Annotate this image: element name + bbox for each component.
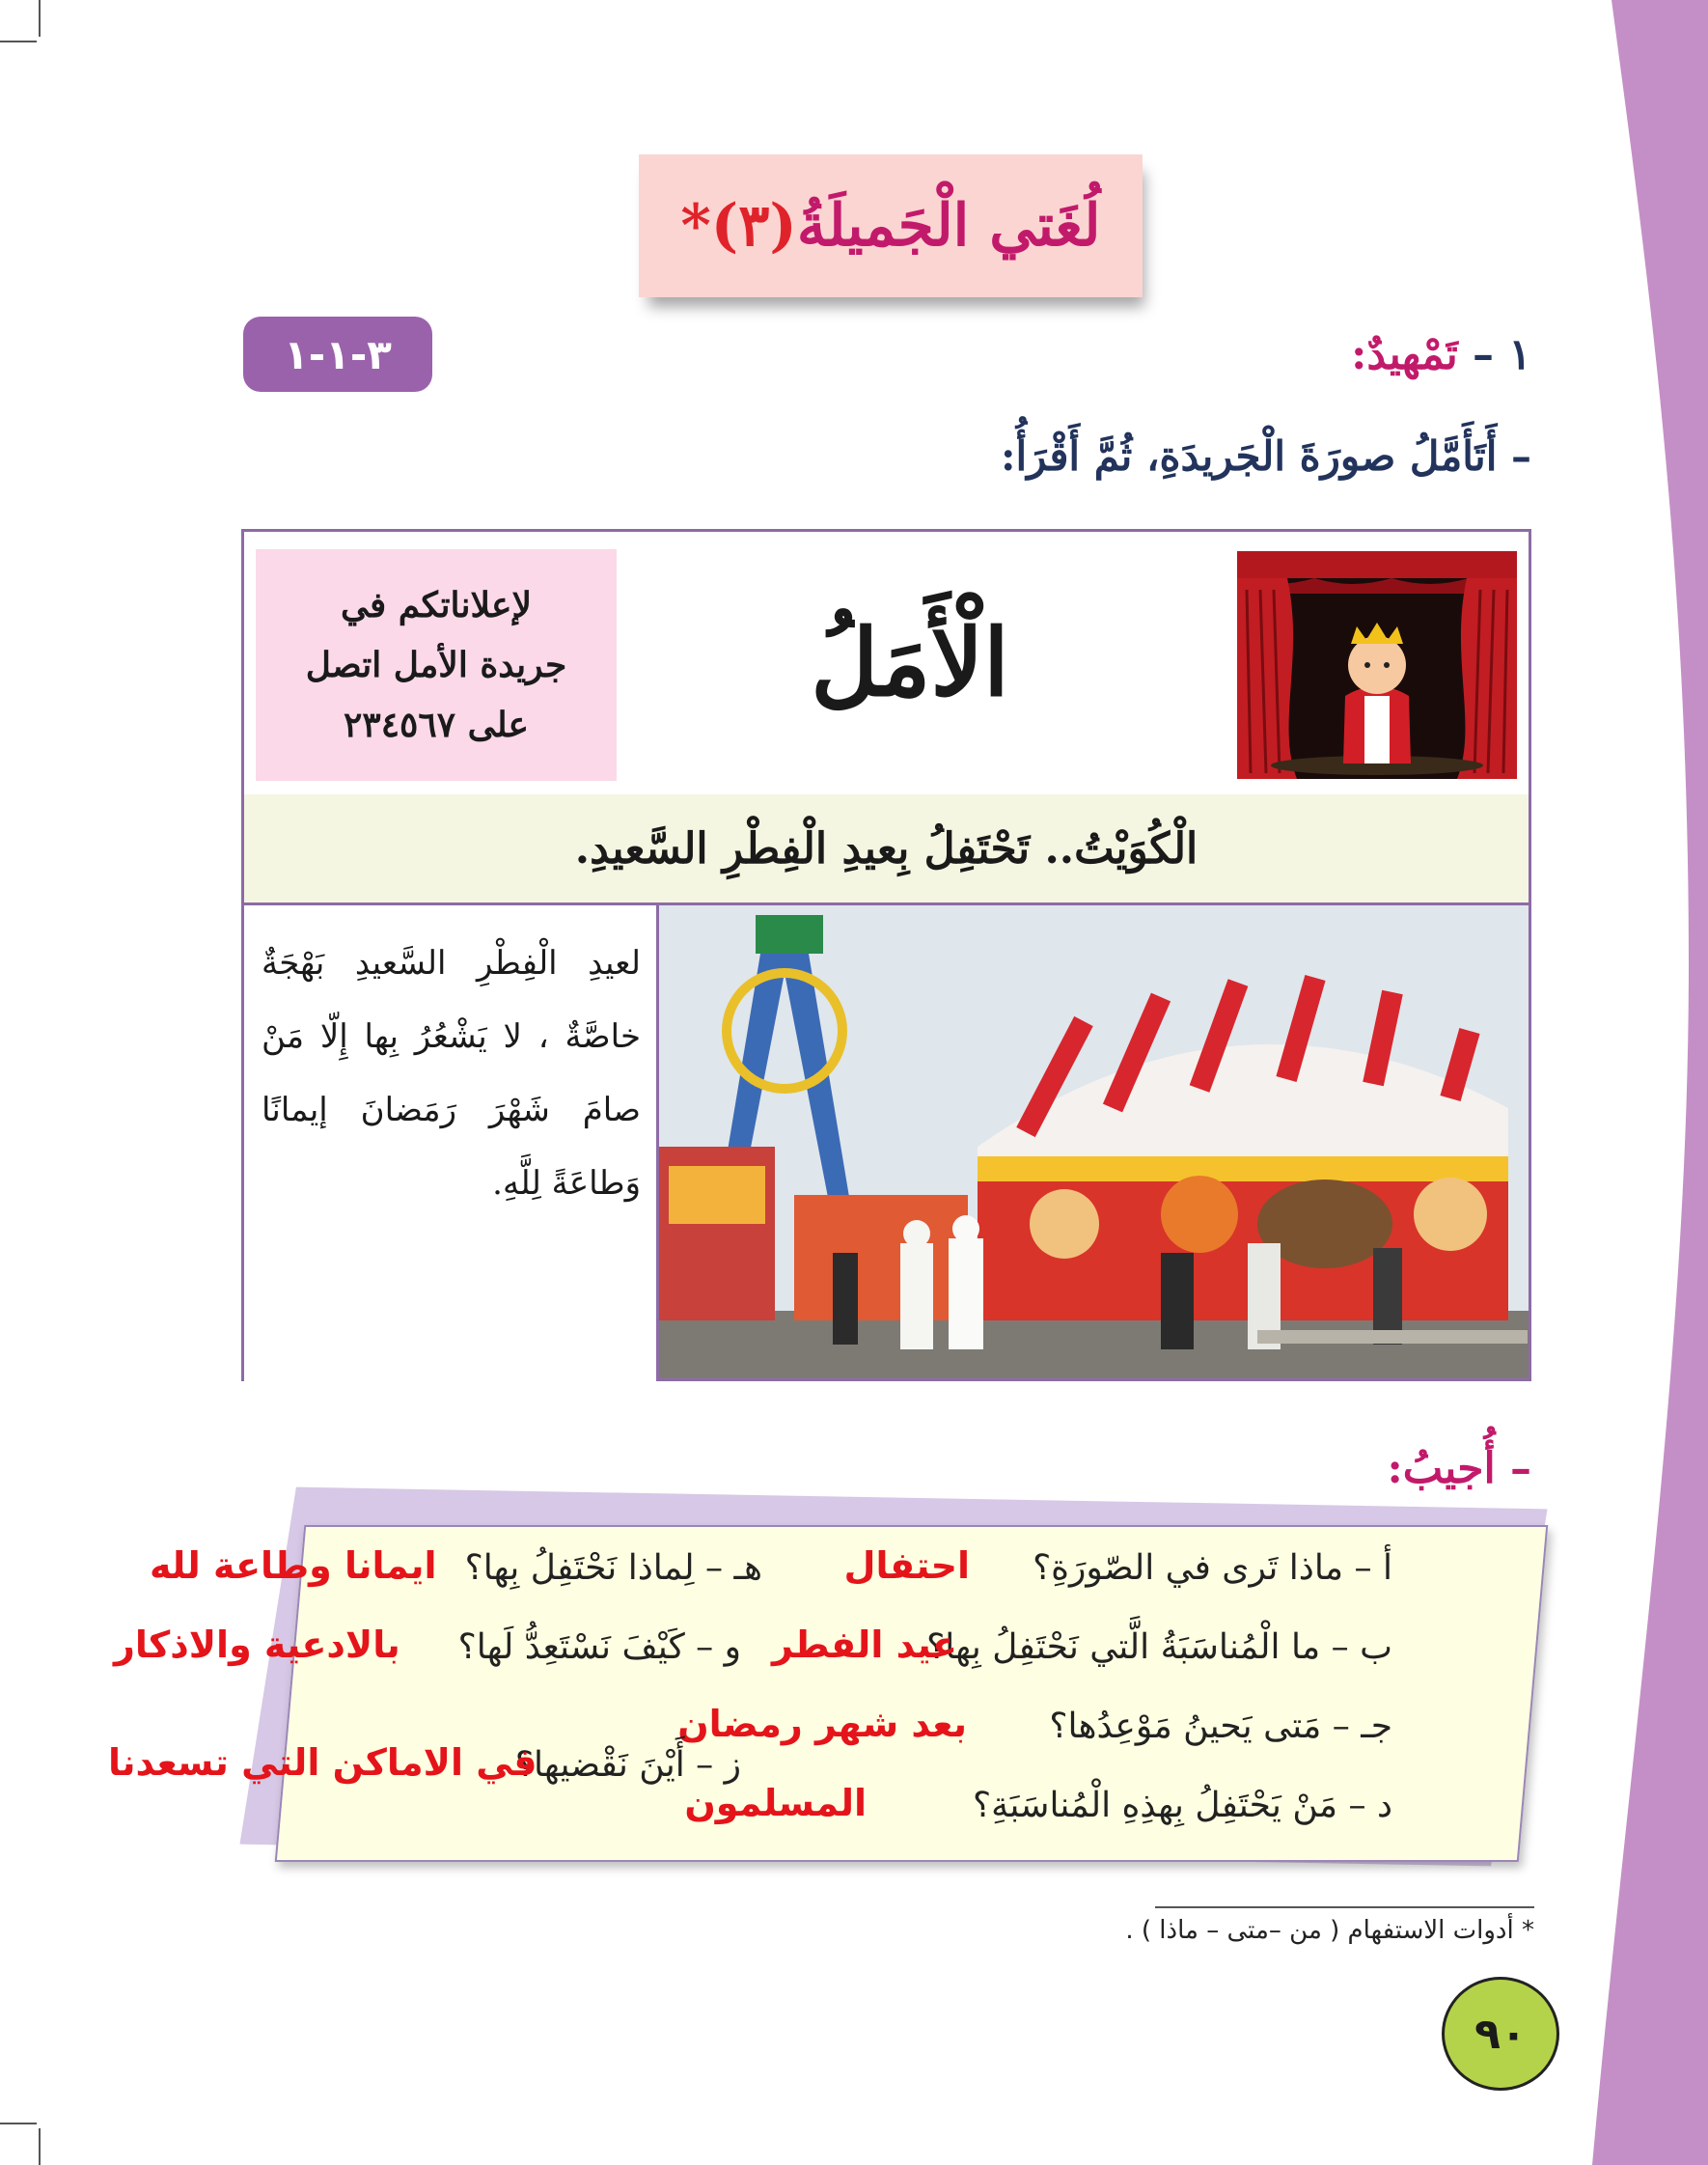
crop-mark: [0, 2123, 37, 2124]
side-decoration-band: [1554, 0, 1708, 2165]
question-item: جـ – مَتى يَحينُ مَوْعِدُها؟: [1049, 1707, 1392, 1746]
answer-text: بعد شهر رمضان: [677, 1703, 967, 1745]
newspaper-headline: الْكُوَيْتُ.. تَحْتَفِلُ بِعيدِ الْفِطْرِ السَّعيدِ.: [244, 794, 1529, 905]
ad-line: لإعلاناتكم في: [340, 585, 533, 625]
theater-king-image: [1237, 551, 1517, 779]
footnote-divider: [1155, 1906, 1534, 1908]
answer-text: في الاماكن التي تسعدنا: [108, 1741, 537, 1784]
page-number: ٩٠: [1442, 1977, 1559, 2091]
intro-heading-number: ١ –: [1473, 330, 1531, 379]
crop-mark: [39, 2128, 41, 2165]
lesson-title-number: (٣)*: [680, 192, 797, 260]
answer-text: عيد الفطر: [772, 1624, 957, 1666]
ad-line: على ٢٣٤٥٦٧: [344, 705, 529, 745]
newspaper: [241, 529, 1531, 1381]
answer-heading: – أُجيبُ:: [1387, 1444, 1531, 1493]
answer-text: بالادعية والاذكار: [114, 1624, 400, 1666]
answer-text: ايمانا وطاعة لله: [150, 1544, 437, 1587]
question-item: و – كَيْفَ نَسْتَعِدُّ لَها؟: [457, 1627, 741, 1667]
intro-instruction: – أَتَأَمَّلُ صورَةَ الْجَريدَةِ، ثُمَّ أَقْرَأُ:: [1001, 432, 1531, 480]
lesson-title-box: [639, 154, 1143, 297]
footnote: * أدوات الاستفهام ( من –متى – ماذا ) .: [1125, 1916, 1534, 1945]
newspaper-article-text: لعيدِ الْفِطْرِ السَّعيدِ بَهْجَةٌ خاصَّةٌ ، لا يَشْعُرُ بِها إِلّا مَنْ صامَ شَهْرَ رَمَضانَ إيمانًا وَطاعَةً لِلَّهِ.: [244, 905, 659, 1381]
question-item: د – مَنْ يَحْتَفِلُ بِهذِهِ الْمُناسَبَةِ؟: [973, 1786, 1392, 1825]
crop-mark: [39, 0, 41, 37]
intro-heading-text: تَمْهيدٌ:: [1351, 330, 1458, 379]
question-item: أ – ماذا تَرى في الصّورَةِ؟: [1033, 1548, 1392, 1588]
crop-mark: [0, 41, 37, 42]
newspaper-ad-box: [256, 549, 617, 781]
question-item: ب – ما الْمُناسَبَةُ الَّتي نَحْتَفِلُ بِها؟: [926, 1627, 1392, 1667]
newspaper-name: الْأَمَلُ: [811, 607, 1009, 717]
question-item: ز – أَيْنَ نَقْضيها؟: [514, 1745, 741, 1785]
amusement-fair-photo: [659, 905, 1529, 1378]
newspaper-header: [244, 532, 1529, 797]
answer-text: احتفال: [843, 1544, 970, 1587]
answer-text: المسلمون: [684, 1782, 867, 1824]
lesson-code-badge: ٣-١-١: [243, 317, 432, 392]
lesson-title: لُغَتي الْجَميلَةُ(٣)*: [680, 192, 1101, 260]
intro-heading: [1351, 330, 1531, 379]
ad-line: جريدة الأمل اتصل: [305, 645, 567, 685]
question-item: هـ – لِماذا نَحْتَفِلُ بِها؟: [464, 1548, 762, 1588]
